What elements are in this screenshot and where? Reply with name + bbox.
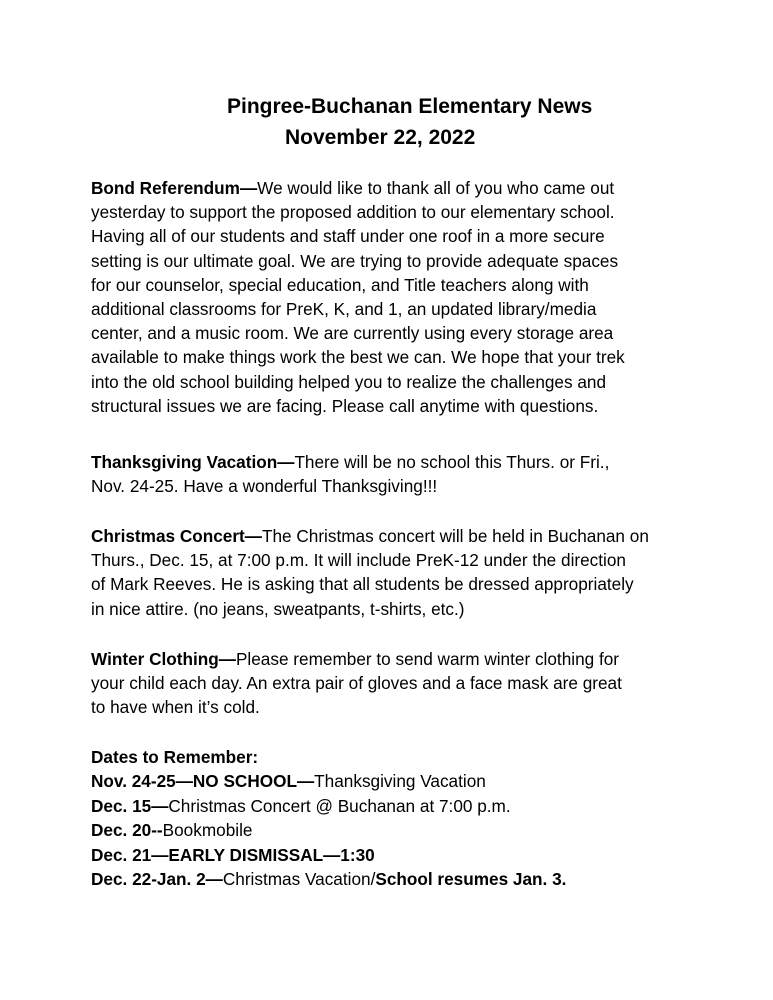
date-label: Nov. 24-25—NO SCHOOL—: [91, 771, 315, 792]
date-label: Dec. 21—EARLY DISMISSAL—1:30: [91, 844, 375, 865]
article-heading: Thanksgiving Vacation—: [91, 452, 295, 472]
article-heading: Bond Referendum—: [91, 178, 258, 198]
article-text: setting is our ultimate goal. We are trying to provide adequate spaces: [91, 250, 619, 271]
date-item: [91, 843, 566, 867]
article-text: yesterday to support the proposed addition to our elementary school.: [91, 202, 615, 223]
article-text: in nice attire. (no jeans, sweatpants, t-shirts, etc.): [91, 598, 465, 619]
article-heading: Christmas Concert—: [91, 526, 262, 546]
date-label: Dec. 20--: [91, 820, 163, 841]
article-text: We would like to thank all of you who came out: [257, 178, 615, 198]
article-text: into the old school building helped you to realize the challenges and: [91, 371, 607, 392]
article-text: Thurs., Dec. 15, at 7:00 p.m. It will include PreK-12 under the direction: [91, 550, 626, 571]
article-text: There will be no school this Thurs. or Fri.,: [294, 452, 610, 472]
date-item: [91, 794, 566, 818]
article-christmas-concert: [91, 524, 691, 621]
article-text: available to make things work the best we can. We hope that your trek: [91, 347, 625, 368]
date-label: Dec. 22-Jan. 2—: [91, 869, 223, 890]
date-text: Christmas Concert @ Buchanan at 7:00 p.m.: [168, 795, 511, 816]
date-item: [91, 818, 566, 842]
article-text: for our counselor, special education, and Title teachers along with: [91, 274, 589, 295]
date-text: Bookmobile: [162, 820, 253, 841]
article-winter-clothing: [91, 647, 691, 720]
date-item: [91, 769, 566, 793]
article-heading: Winter Clothing—: [91, 649, 236, 669]
article-text: center, and a music room. We are currently using every storage area: [91, 323, 614, 344]
article-text: your child each day. An extra pair of gloves and a face mask are great: [91, 673, 622, 694]
article-text: additional classrooms for PreK, K, and 1, an updated library/media: [91, 299, 597, 320]
article-text: of Mark Reeves. He is asking that all students be dressed appropriately: [91, 574, 634, 595]
article-text: structural issues we are facing. Please call anytime with questions.: [91, 395, 599, 416]
article-text: Please remember to send warm winter clothing for: [235, 649, 620, 669]
date-item: [91, 867, 566, 891]
date-text: Christmas Vacation/: [222, 869, 376, 890]
date-text: Thanksgiving Vacation: [314, 771, 486, 792]
article-text: to have when it’s cold.: [91, 697, 260, 718]
dates-heading: Dates to Remember:: [91, 747, 259, 767]
newsletter-date: November 22, 2022: [285, 126, 476, 149]
newsletter-title: Pingree-Buchanan Elementary News: [227, 95, 593, 118]
article-thanksgiving-vacation: [91, 450, 691, 498]
dates-to-remember: [91, 745, 566, 891]
date-label: Dec. 15—: [91, 795, 169, 816]
article-text: Having all of our students and staff under one roof in a more secure: [91, 226, 605, 247]
article-bond-referendum: [91, 176, 691, 418]
date-tail: School resumes Jan. 3.: [375, 869, 567, 890]
article-text: Nov. 24-25. Have a wonderful Thanksgiving!!!: [91, 476, 438, 497]
article-text: The Christmas concert will be held in Buchanan on: [261, 526, 649, 546]
